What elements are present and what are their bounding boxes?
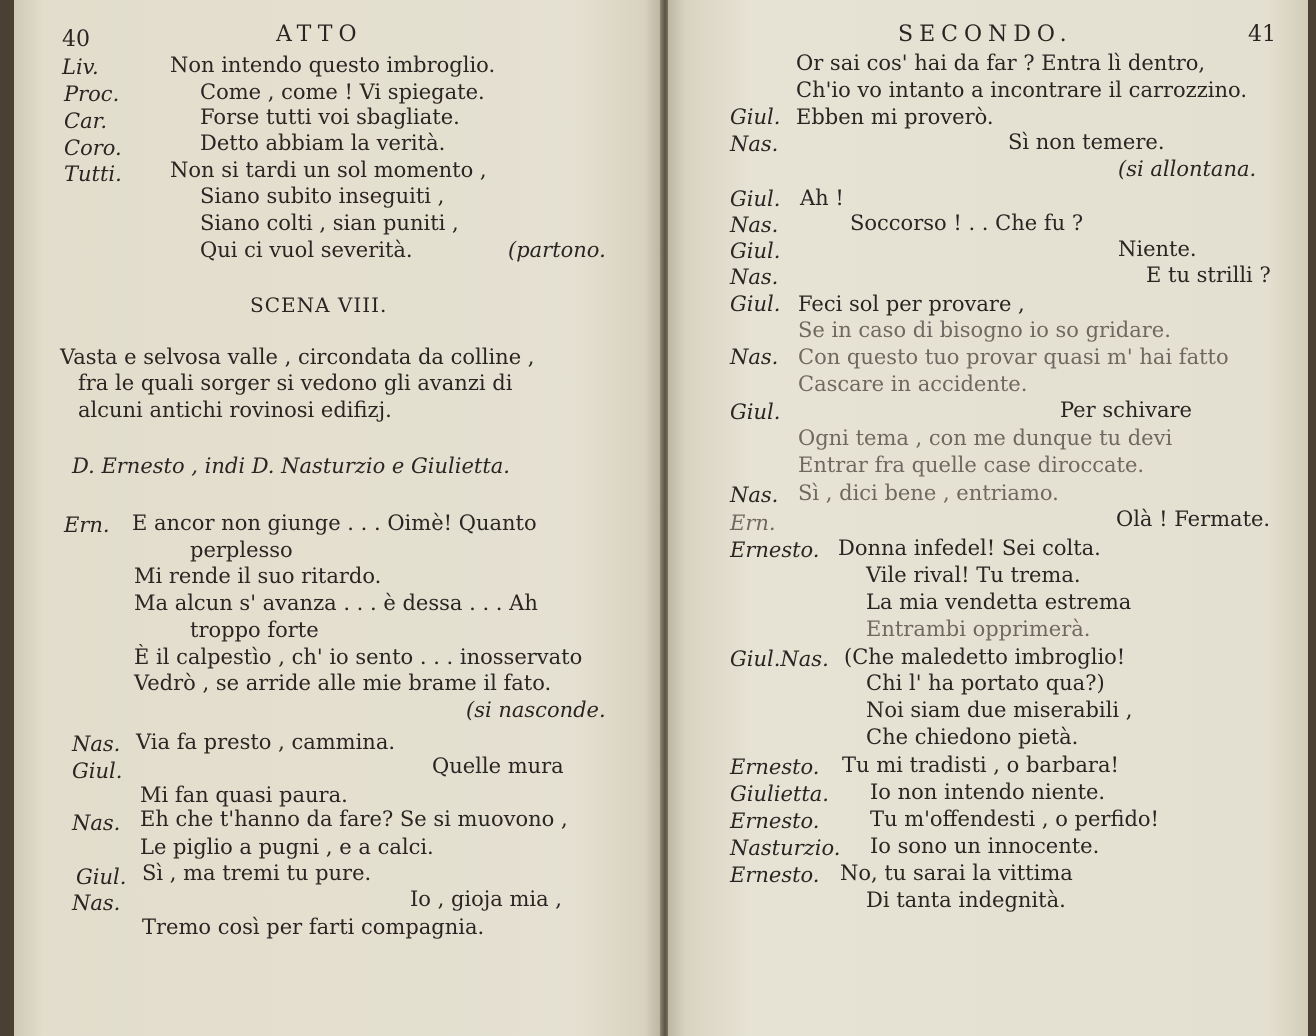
verse-line: Non intendo questo imbroglio. — [170, 53, 496, 77]
speaker: Nasturzio. — [730, 836, 841, 860]
verse-line: E tu strilli ? — [1146, 263, 1271, 287]
verse-line: È il calpestìo , ch' io sento . . . inosservato — [134, 645, 583, 669]
speaker: Ern. — [64, 513, 110, 537]
verse-line: Ah ! — [800, 186, 844, 210]
page-number: 40 — [62, 27, 90, 52]
verse-line: Noi siam due miserabili , — [866, 698, 1133, 722]
verse-line: Chi l' ha portato qua?) — [866, 671, 1105, 695]
running-header: SECONDO. — [898, 22, 1073, 47]
verse-line: Eh che t'hanno da fare? Se si muovono , — [140, 807, 568, 831]
verse-line: Quelle mura — [432, 754, 564, 778]
verse-line: Tu m'offendesti , o perfido! — [870, 807, 1159, 831]
verse-line: Vedrò , se arride alle mie brame il fato. — [134, 671, 552, 695]
speaker: Giul. — [730, 239, 781, 263]
verse-line: Feci sol per provare , — [798, 292, 1025, 316]
verse-line: Mi rende il suo ritardo. — [134, 564, 382, 588]
speaker: Ernesto. — [730, 538, 820, 562]
speaker: Proc. — [64, 82, 120, 106]
verse-line: La mia vendetta estrema — [866, 590, 1132, 614]
verse-line: Io non intendo niente. — [870, 780, 1106, 804]
speaker: Giulietta. — [730, 782, 829, 806]
scene-title: SCENA VIII. — [250, 293, 388, 317]
stage-direction: (partono. — [508, 238, 606, 262]
verse-line: Or sai cos' hai da far ? Entra lì dentro, — [796, 51, 1206, 75]
verse-line: E ancor non giunge . . . Oimè! Quanto — [132, 511, 537, 535]
verse-line: Sì , dici bene , entriamo. — [798, 481, 1059, 505]
verse-line: Vile rival! Tu trema. — [866, 563, 1081, 587]
speaker: Nas. — [730, 265, 779, 289]
verse-line: Mi fan quasi paura. — [140, 783, 348, 807]
verse-line: Sì , ma tremi tu pure. — [142, 861, 372, 885]
verse-line: Se in caso di bisogno io so gridare. — [798, 318, 1171, 342]
speaker: Giul. — [730, 187, 781, 211]
speaker: Nas. — [72, 891, 121, 915]
verse-line: Via fa presto , cammina. — [136, 730, 396, 754]
verse-line: Soccorso ! . . Che fu ? — [850, 211, 1084, 235]
verse-line: (Che maledetto imbroglio! — [844, 645, 1126, 669]
verse-line: Con questo tuo provar quasi m' hai fatto — [798, 345, 1229, 369]
verse-line: Ch'io vo intanto a incontrare il carrozzino. — [796, 78, 1247, 102]
verse-line: Ebben mi proverò. — [796, 105, 994, 129]
verse-line: Di tanta indegnità. — [866, 888, 1066, 912]
verse-line: Per schivare — [1060, 398, 1192, 422]
verse-line: Niente. — [1118, 237, 1197, 261]
verse-line: perplesso — [190, 538, 293, 562]
stage-direction: (si allontana. — [1118, 157, 1257, 181]
verse-line: Qui ci vuol severità. — [200, 238, 413, 262]
verse-line: troppo forte — [190, 618, 319, 642]
speaker: Nas. — [72, 732, 121, 756]
running-header: ATTO — [276, 22, 363, 47]
verse-line: Come , come ! Vi spiegate. — [200, 80, 485, 104]
character-list: D. Ernesto , indi D. Nasturzio e Giulietta. — [72, 454, 510, 478]
verse-line: Non si tardi un sol momento , — [170, 158, 487, 182]
speaker: Ern. — [730, 511, 776, 535]
verse-line: No, tu sarai la vittima — [840, 861, 1073, 885]
scene-description: fra le quali sorger si vedono gli avanzi di — [78, 371, 513, 395]
verse-line: Siano colti , sian puniti , — [200, 211, 459, 235]
book-edge-right — [1308, 0, 1316, 1036]
verse-line: Ogni tema , con me dunque tu devi — [798, 426, 1173, 450]
speaker: Nas. — [730, 483, 779, 507]
speaker: Nas. — [730, 345, 779, 369]
speaker: Car. — [64, 109, 107, 133]
verse-line: Che chiedono pietà. — [866, 725, 1079, 749]
scene-description: Vasta e selvosa valle , circondata da colline , — [60, 345, 535, 369]
verse-line: Donna infedel! Sei colta. — [838, 536, 1101, 560]
verse-line: Olà ! Fermate. — [1116, 507, 1271, 531]
speaker: Nas. — [730, 132, 779, 156]
right-page — [668, 0, 1308, 1036]
scene-description: alcuni antichi rovinosi edifizj. — [78, 398, 392, 422]
verse-line: Siano subito inseguiti , — [200, 184, 445, 208]
speaker: Liv. — [62, 55, 99, 79]
speaker: Ernesto. — [730, 809, 820, 833]
speaker: Giul. — [730, 400, 781, 424]
speaker: Tutti. — [64, 162, 122, 186]
speaker: Coro. — [64, 136, 122, 160]
stage-direction: (si nasconde. — [466, 698, 606, 722]
verse-line: Forse tutti voi sbagliate. — [200, 105, 460, 129]
verse-line: Io sono un innocente. — [870, 834, 1100, 858]
speaker: Ernesto. — [730, 755, 820, 779]
speaker: Giul. — [72, 759, 123, 783]
speaker: Giul.Nas. — [730, 647, 829, 671]
speaker: Giul. — [76, 865, 127, 889]
verse-line: Tu mi tradisti , o barbara! — [842, 753, 1119, 777]
verse-line: Sì non temere. — [1008, 130, 1165, 154]
verse-line: Entrambi opprimerà. — [866, 617, 1091, 641]
speaker: Ernesto. — [730, 863, 820, 887]
book-edge-left — [0, 0, 14, 1036]
verse-line: Detto abbiam la verità. — [200, 131, 446, 155]
verse-line: Le piglio a pugni , e a calci. — [140, 835, 434, 859]
page-number: 41 — [1248, 22, 1276, 47]
verse-line: Tremo così per farti compagnia. — [142, 915, 485, 939]
speaker: Giul. — [730, 292, 781, 316]
speaker: Nas. — [730, 213, 779, 237]
speaker: Nas. — [72, 811, 121, 835]
verse-line: Entrar fra quelle case diroccate. — [798, 453, 1145, 477]
verse-line: Cascare in accidente. — [798, 372, 1028, 396]
verse-line: Io , gioja mia , — [410, 887, 562, 911]
speaker: Giul. — [730, 105, 781, 129]
left-page — [14, 0, 662, 1036]
verse-line: Ma alcun s' avanza . . . è dessa . . . Ah — [134, 591, 538, 615]
